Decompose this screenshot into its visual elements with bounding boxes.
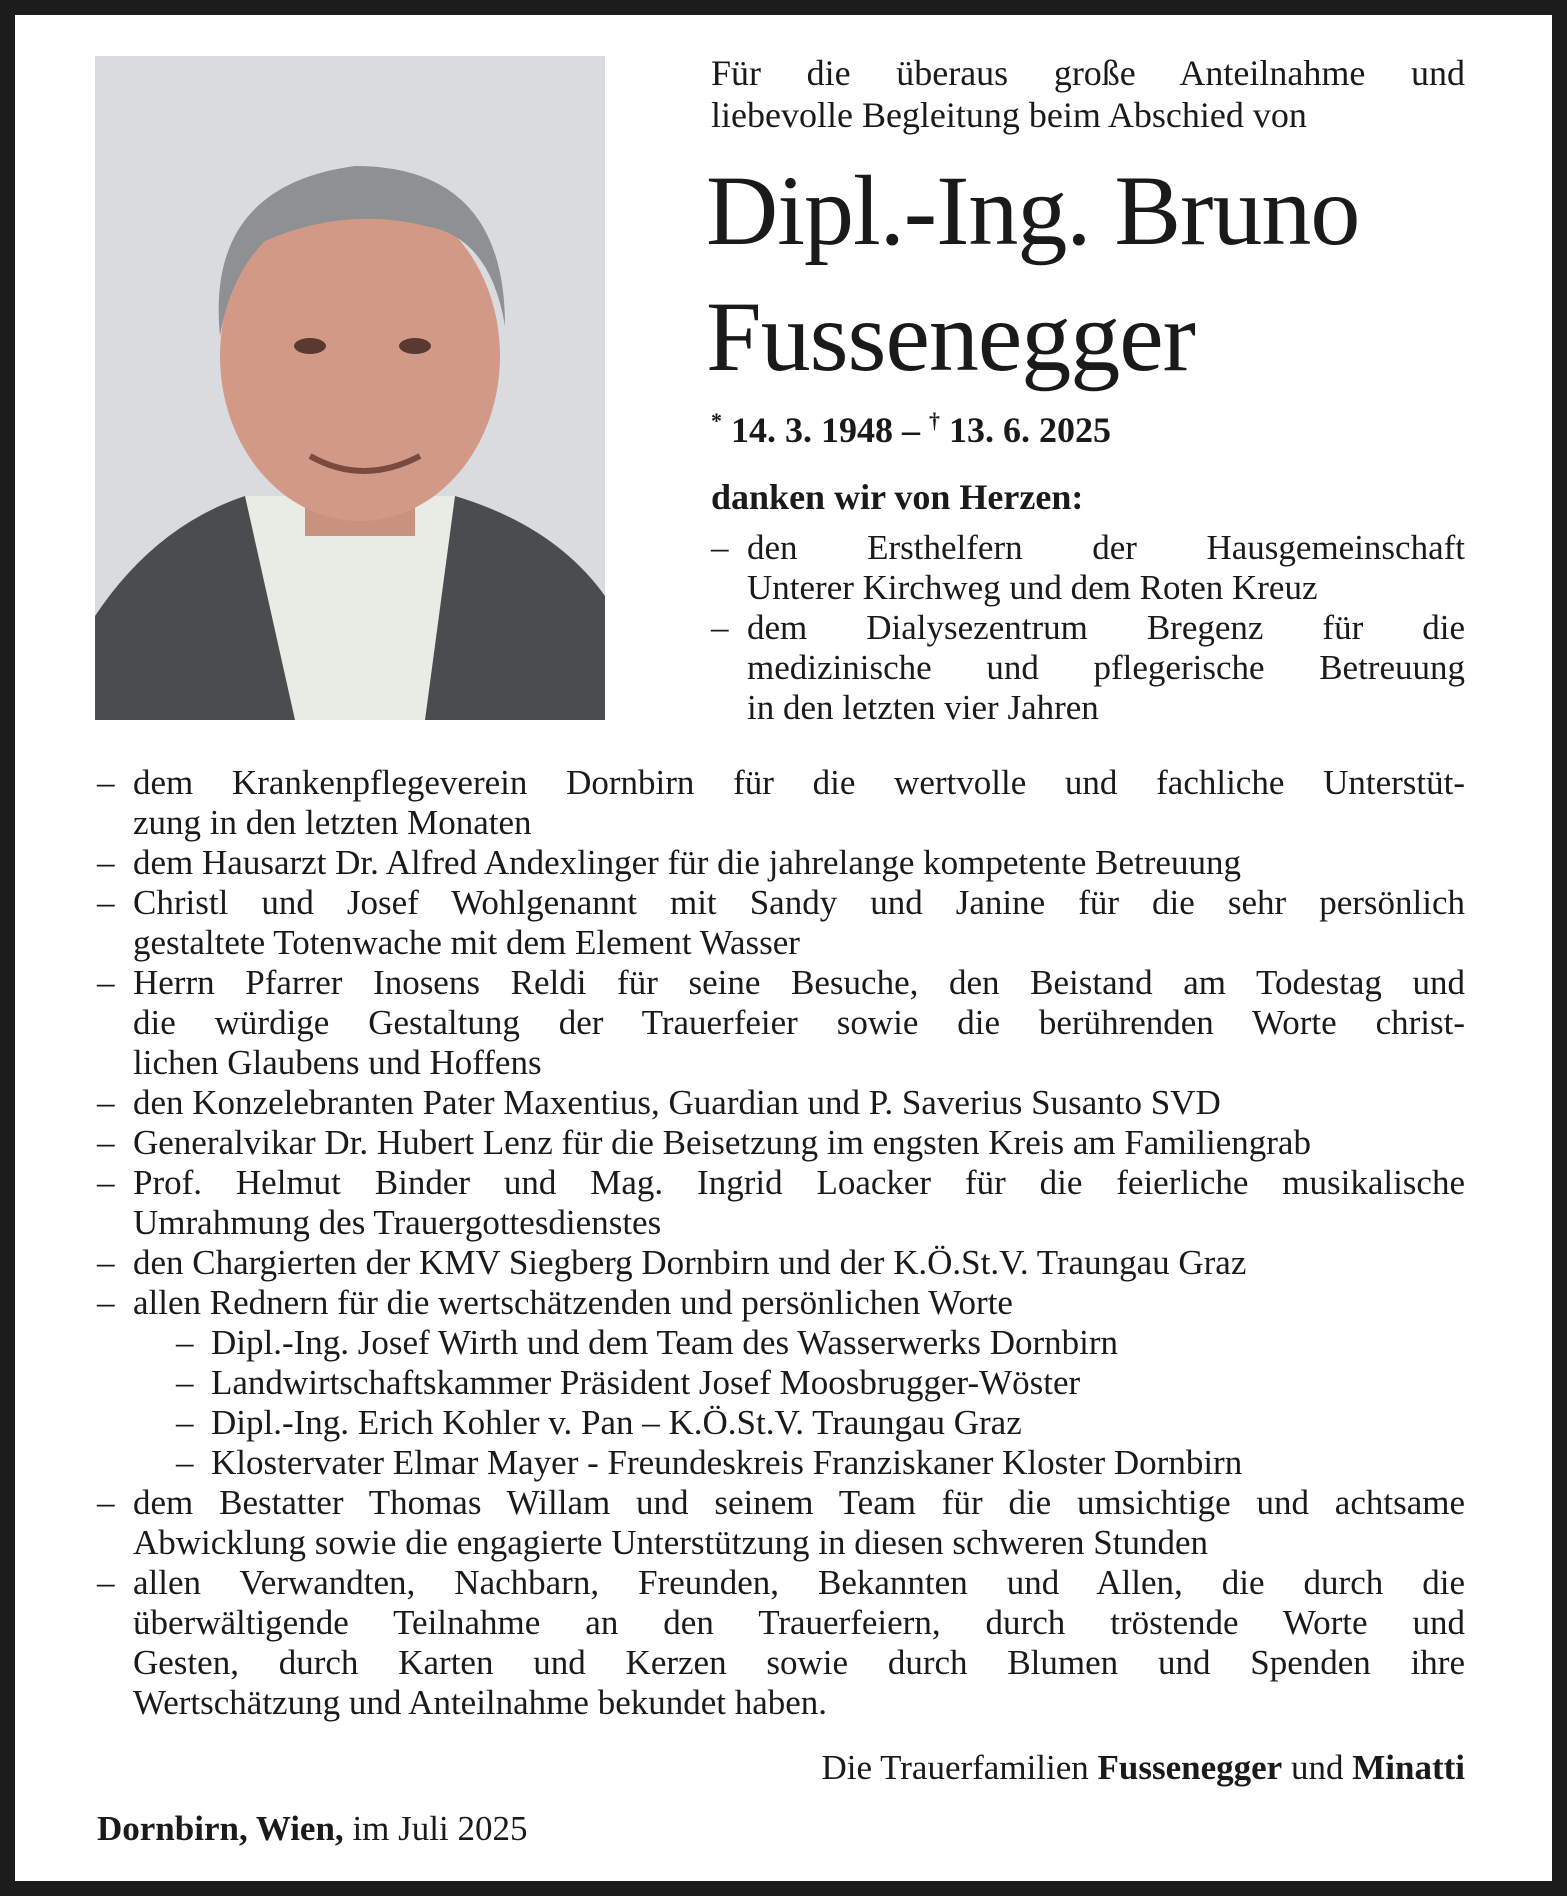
list-item-text bbox=[211, 1323, 1465, 1363]
list-item-text bbox=[133, 883, 1465, 963]
text-line: zung in den letzten Monaten bbox=[133, 803, 532, 842]
text-line: Prof. Helmut Binder und Mag. Ingrid Loacker für die feierliche musikalische bbox=[133, 1163, 1465, 1202]
name-line-1: Dipl.-Ing. Bruno bbox=[706, 155, 1360, 266]
text-line: Wertschätzung und Anteilnahme bekundet haben. bbox=[133, 1683, 828, 1722]
dash-bullet-icon: – bbox=[97, 843, 115, 882]
list-item bbox=[97, 1163, 1465, 1243]
list-item-text bbox=[133, 843, 1465, 883]
list-item bbox=[711, 608, 1465, 728]
list-item-text bbox=[133, 1243, 1465, 1283]
dash-bullet-icon: – bbox=[97, 1123, 115, 1162]
birth-star-icon: * bbox=[711, 408, 722, 433]
place-date bbox=[97, 1809, 527, 1849]
list-item-text bbox=[133, 1163, 1465, 1243]
list-item-text bbox=[211, 1403, 1465, 1443]
list-item bbox=[97, 1563, 1465, 1723]
dash-bullet-icon: – bbox=[176, 1443, 194, 1482]
name-line-2: Fussenegger bbox=[706, 281, 1195, 392]
dash-bullet-icon: – bbox=[97, 1563, 115, 1602]
death-date: 13. 6. 2025 bbox=[949, 410, 1111, 450]
thanks-list-main bbox=[97, 763, 1465, 1723]
signature-prefix: Die Trauerfamilien bbox=[821, 1748, 1098, 1787]
list-item bbox=[97, 1283, 1465, 1323]
list-item bbox=[97, 1483, 1465, 1563]
list-item-text bbox=[211, 1363, 1465, 1403]
list-item-text bbox=[133, 1123, 1465, 1163]
text-line: Abwicklung sowie die engagierte Unterstützung in diesen schweren Stunden bbox=[133, 1523, 1209, 1562]
dash-bullet-icon: – bbox=[97, 1483, 115, 1522]
text-line: allen Verwandten, Nachbarn, Freunden, Bekannten und Allen, die durch die bbox=[133, 1563, 1465, 1602]
text-line: überwältigende Teilnahme an den Trauerfeiern, durch tröstende Worte und bbox=[133, 1603, 1465, 1642]
text-line: allen Rednern für die wertschätzenden und persönlichen Worte bbox=[133, 1283, 1013, 1322]
list-item-text bbox=[133, 963, 1465, 1083]
text-line: medizinische und pflegerische Betreuung bbox=[747, 648, 1465, 687]
list-item bbox=[97, 1243, 1465, 1283]
list-item bbox=[97, 763, 1465, 843]
list-item-text bbox=[747, 528, 1465, 608]
list-item bbox=[97, 1083, 1465, 1123]
intro-text bbox=[711, 52, 1465, 136]
portrait-photo bbox=[95, 56, 605, 720]
list-item bbox=[97, 843, 1465, 883]
date-separator: – bbox=[893, 410, 929, 450]
list-item bbox=[711, 528, 1465, 608]
list-item bbox=[97, 883, 1465, 963]
text-line: Umrahmung des Trauergottesdienstes bbox=[133, 1203, 662, 1242]
dash-bullet-icon: – bbox=[97, 1083, 115, 1122]
intro-line: liebevolle Begleitung beim Abschied von bbox=[711, 95, 1307, 135]
dash-bullet-icon: – bbox=[97, 963, 115, 1002]
text-line: Generalvikar Dr. Hubert Lenz für die Beisetzung im engsten Kreis am Familiengrab bbox=[133, 1123, 1311, 1162]
list-item-text bbox=[133, 1563, 1465, 1723]
family-name-1: Fussenegger bbox=[1097, 1748, 1283, 1787]
place-cities: Dornbirn, Wien, bbox=[97, 1809, 344, 1848]
death-cross-icon: † bbox=[929, 408, 940, 433]
signature-and: und bbox=[1282, 1748, 1353, 1787]
text-line: dem Hausarzt Dr. Alfred Andexlinger für die jahrelange kompetente Betreuung bbox=[133, 843, 1241, 882]
dash-bullet-icon: – bbox=[711, 528, 729, 567]
text-line: Herrn Pfarrer Inosens Reldi für seine Besuche, den Beistand am Todestag und bbox=[133, 963, 1465, 1002]
dash-bullet-icon: – bbox=[97, 883, 115, 922]
text-line: gestaltete Totenwache mit dem Element Wasser bbox=[133, 923, 800, 962]
text-line: den Chargierten der KMV Siegberg Dornbirn und der K.Ö.St.V. Traungau Graz bbox=[133, 1243, 1247, 1282]
text-line: Christl und Josef Wohlgenannt mit Sandy und Janine für die sehr persönlich bbox=[133, 883, 1465, 922]
text-line: dem Dialysezentrum Bregenz für die bbox=[747, 608, 1465, 647]
text-line: Gesten, durch Karten und Kerzen sowie durch Blumen und Spenden ihre bbox=[133, 1643, 1465, 1682]
text-line: in den letzten vier Jahren bbox=[747, 688, 1099, 727]
birth-date: 14. 3. 1948 bbox=[731, 410, 893, 450]
list-item-text bbox=[133, 763, 1465, 843]
dash-bullet-icon: – bbox=[97, 1163, 115, 1202]
dash-bullet-icon: – bbox=[176, 1323, 194, 1362]
list-item-text bbox=[211, 1443, 1465, 1483]
thanks-list-top bbox=[711, 528, 1465, 728]
family-name-2: Minatti bbox=[1352, 1748, 1465, 1787]
list-item-text bbox=[747, 608, 1465, 728]
signature bbox=[821, 1748, 1465, 1788]
text-line: den Konzelebranten Pater Maxentius, Guardian und P. Saverius Susanto SVD bbox=[133, 1083, 1221, 1122]
list-item bbox=[97, 1123, 1465, 1163]
list-item-text bbox=[133, 1083, 1465, 1123]
text-line: die würdige Gestaltung der Trauerfeier sowie die berührenden Worte christ- bbox=[133, 1003, 1465, 1042]
place-month: im Juli 2025 bbox=[343, 1809, 528, 1848]
text-line: dem Krankenpflegeverein Dornbirn für die wertvolle und fachliche Unterstüt- bbox=[133, 763, 1465, 802]
thanks-heading: danken wir von Herzen: bbox=[711, 477, 1084, 517]
list-item-text bbox=[133, 1283, 1465, 1323]
intro-line: Für die überaus große Anteilnahme und bbox=[711, 53, 1465, 93]
list-item-text bbox=[133, 1483, 1465, 1563]
text-line: lichen Glaubens und Hoffens bbox=[133, 1043, 542, 1082]
sub-list-item bbox=[97, 1403, 1465, 1443]
text-line: Klostervater Elmar Mayer - Freundeskreis Franziskaner Kloster Dornbirn bbox=[211, 1443, 1243, 1482]
dash-bullet-icon: – bbox=[97, 763, 115, 802]
sub-list-item bbox=[97, 1443, 1465, 1483]
text-line: Dipl.-Ing. Erich Kohler v. Pan – K.Ö.St.V. Traungau Graz bbox=[211, 1403, 1022, 1442]
text-line: Landwirtschaftskammer Präsident Josef Moosbrugger-Wöster bbox=[211, 1363, 1081, 1402]
portrait-image bbox=[95, 56, 605, 720]
sub-list-item bbox=[97, 1323, 1465, 1363]
dash-bullet-icon: – bbox=[711, 608, 729, 647]
text-line: Unterer Kirchweg und dem Roten Kreuz bbox=[747, 568, 1318, 607]
text-line: den Ersthelfern der Hausgemeinschaft bbox=[747, 528, 1465, 567]
dash-bullet-icon: – bbox=[97, 1243, 115, 1282]
dash-bullet-icon: – bbox=[176, 1363, 194, 1402]
text-line: dem Bestatter Thomas Willam und seinem Team für die umsichtige und achtsame bbox=[133, 1483, 1465, 1522]
list-item bbox=[97, 963, 1465, 1083]
dash-bullet-icon: – bbox=[97, 1283, 115, 1322]
life-dates bbox=[711, 398, 1111, 453]
dash-bullet-icon: – bbox=[176, 1403, 194, 1442]
text-line: Dipl.-Ing. Josef Wirth und dem Team des Wasserwerks Dornbirn bbox=[211, 1323, 1119, 1362]
sub-list-item bbox=[97, 1363, 1465, 1403]
deceased-name bbox=[706, 148, 1506, 400]
